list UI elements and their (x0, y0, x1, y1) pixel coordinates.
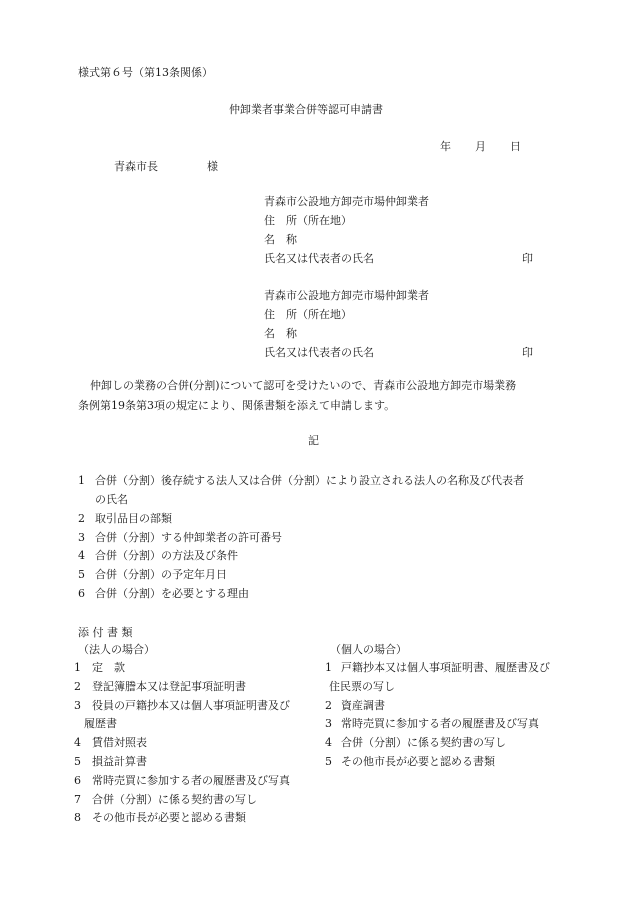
list-item: その他市長が必要と認める書類 (92, 811, 246, 824)
ki-heading: 記 (308, 434, 319, 447)
applicant-name-label: 名 称 (264, 327, 297, 340)
list-item: 合併（分割）の方法及び条件 (95, 549, 238, 562)
item-number: 1 (325, 661, 332, 674)
seal-mark: 印 (522, 346, 533, 359)
list-item: 登記簿謄本又は登記事項証明書 (92, 680, 246, 693)
list-item: 合併（分割）に係る契約書の写し (92, 793, 257, 806)
item-number: 4 (78, 549, 85, 562)
item-number: 2 (325, 699, 332, 712)
item-number: 5 (78, 568, 85, 581)
individual-heading: （個人の場合） (330, 643, 407, 656)
list-item: 合併（分割）に係る契約書の写し (341, 736, 506, 749)
item-number: 5 (325, 755, 332, 768)
document-title: 仲卸業者事業合併等認可申請書 (229, 103, 383, 116)
date-year-label: 年 (440, 140, 451, 153)
item-number: 8 (74, 811, 81, 824)
form-number: 様式第６号（第13条関係） (78, 66, 213, 79)
item-number: 4 (325, 736, 332, 749)
item-number: 3 (78, 531, 85, 544)
list-item: その他市長が必要と認める書類 (341, 755, 495, 768)
list-item: 役員の戸籍抄本又は個人事項証明書及び (92, 699, 290, 712)
list-item-continuation: の氏名 (95, 493, 128, 506)
item-number: 2 (74, 680, 81, 693)
list-item: 取引品目の部類 (95, 512, 172, 525)
list-item: 戸籍抄本又は個人事項証明書、履歴書及び (341, 661, 550, 674)
list-item: 賃借対照表 (92, 736, 147, 749)
body-line: 仲卸しの業務の合併(分割)について認可を受けたいので、青森市公設地方卸売市場業務 (90, 379, 517, 392)
item-number: 1 (74, 661, 81, 674)
list-item: 合併（分割）後存続する法人又は合併（分割）により設立される法人の名称及び代表者 (95, 474, 524, 487)
list-item-continuation: 履歴書 (84, 717, 117, 730)
list-item: 資産調書 (341, 699, 385, 712)
attachments-heading: 添 付 書 類 (78, 626, 133, 639)
addressee-honorific: 様 (207, 160, 218, 173)
list-item: 定 款 (92, 661, 125, 674)
item-number: 6 (78, 587, 85, 600)
body-line: 条例第19条第3項の規定により、関係書類を添えて申請します。 (78, 399, 396, 412)
list-item: 合併（分割）する仲卸業者の許可番号 (95, 531, 282, 544)
item-number: 6 (74, 774, 81, 787)
applicant-org: 青森市公設地方卸売市場仲卸業者 (264, 195, 429, 208)
list-item: 常時売買に参加する者の履歴書及び写真 (341, 717, 539, 730)
item-number: 7 (74, 793, 81, 806)
list-item: 合併（分割）の予定年月日 (95, 568, 227, 581)
item-number: 3 (325, 717, 332, 730)
list-item: 常時売買に参加する者の履歴書及び写真 (92, 774, 290, 787)
corporate-heading: （法人の場合） (78, 643, 155, 656)
item-number: 4 (74, 736, 81, 749)
item-number: 5 (74, 755, 81, 768)
addressee-name: 青森市長 (114, 160, 158, 173)
list-item-continuation: 住民票の写し (329, 680, 395, 693)
list-item: 合併（分割）を必要とする理由 (95, 587, 249, 600)
applicant-org: 青森市公設地方卸売市場仲卸業者 (264, 289, 429, 302)
item-number: 1 (78, 474, 85, 487)
applicant-representative-label: 氏名又は代表者の氏名 (264, 346, 374, 359)
item-number: 3 (74, 699, 81, 712)
date-day-label: 日 (510, 140, 521, 153)
applicant-address-label: 住 所（所在地） (264, 214, 352, 227)
applicant-address-label: 住 所（所在地） (264, 308, 352, 321)
item-number: 2 (78, 512, 85, 525)
applicant-representative-label: 氏名又は代表者の氏名 (264, 252, 374, 265)
applicant-name-label: 名 称 (264, 233, 297, 246)
date-month-label: 月 (475, 140, 486, 153)
seal-mark: 印 (522, 252, 533, 265)
list-item: 損益計算書 (92, 755, 147, 768)
